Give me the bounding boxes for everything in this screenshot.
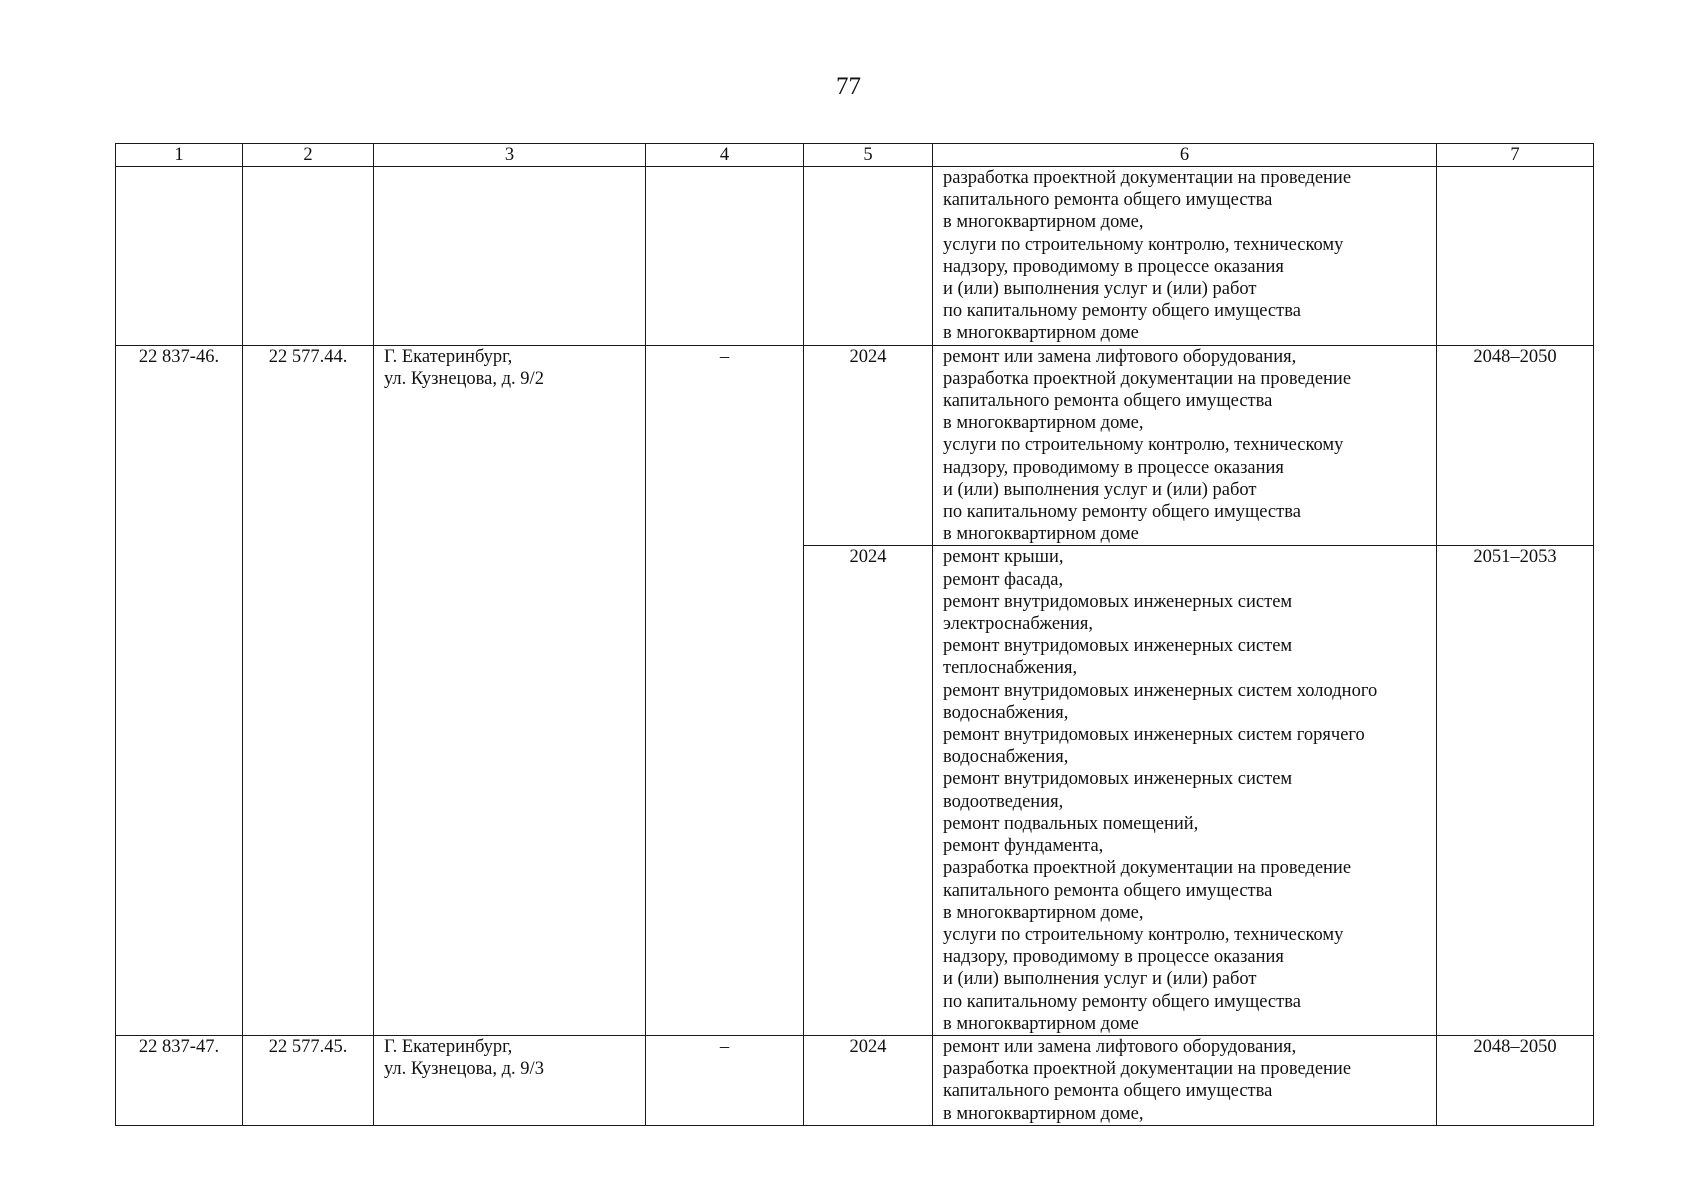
work-line: по капитальному ремонту общего имущества: [943, 502, 1301, 523]
cell-works: [933, 546, 1437, 1035]
work-line: разработка проектной документации на проведение: [943, 368, 1352, 389]
work-line: ремонт подвальных помещений,: [943, 813, 1199, 834]
cell-works: [933, 1035, 1437, 1125]
work-line: капитального ремонта общего имущества: [943, 190, 1273, 211]
cell-works: [933, 167, 1437, 346]
work-line: водоотведения,: [943, 791, 1064, 812]
work-line: по капитальному ремонту общего имущества: [943, 301, 1301, 322]
work-line: в многоквартирном доме,: [943, 902, 1144, 923]
column-header: 3: [374, 144, 646, 167]
work-line: и (или) выполнения услуг и (или) работ: [943, 969, 1257, 990]
cell-year: 2024: [804, 1035, 933, 1125]
work-line: и (или) выполнения услуг и (или) работ: [943, 279, 1257, 300]
work-line: ремонт внутридомовых инженерных систем горячего: [943, 725, 1365, 746]
works-table: [115, 143, 1594, 1126]
work-line: в многоквартирном доме,: [943, 212, 1144, 233]
cell-period: [1437, 167, 1594, 346]
address-line: ул. Кузнецова, д. 9/2: [384, 368, 544, 389]
work-line: ремонт крыши,: [943, 547, 1064, 568]
column-header: 5: [804, 144, 933, 167]
work-line: услуги по строительному контролю, техническому: [943, 234, 1344, 255]
work-line: разработка проектной документации на проведение: [943, 858, 1352, 879]
table-row: [116, 1035, 1594, 1125]
work-line: разработка проектной документации на проведение: [943, 1059, 1352, 1080]
work-line: услуги по строительному контролю, техническому: [943, 435, 1344, 456]
column-header: 7: [1437, 144, 1594, 167]
cell-number: [116, 167, 243, 346]
cell-year: 2024: [804, 345, 933, 546]
table-header-row: [116, 144, 1594, 167]
column-header: 2: [243, 144, 374, 167]
cell-address: [374, 167, 646, 346]
cell-code: [243, 167, 374, 346]
work-line: ремонт фасада,: [943, 569, 1064, 590]
column-header: 1: [116, 144, 243, 167]
column-header: 6: [933, 144, 1437, 167]
cell-period: 2048–2050: [1437, 345, 1594, 546]
work-line: ремонт фундамента,: [943, 836, 1104, 857]
cell-number: 22 837-46.: [116, 345, 243, 1035]
table-row-continued: [116, 167, 1594, 346]
work-line: в многоквартирном доме: [943, 524, 1139, 545]
address-line: Г. Екатеринбург,: [384, 1036, 513, 1057]
work-line: капитального ремонта общего имущества: [943, 1081, 1273, 1102]
work-line: водоснабжения,: [943, 702, 1069, 723]
cell-year: [804, 167, 933, 346]
work-line: электроснабжения,: [943, 614, 1094, 635]
work-line: в многоквартирном доме: [943, 323, 1139, 344]
cell-code: 22 577.45.: [243, 1035, 374, 1125]
page-number: 77: [836, 73, 861, 100]
table-row: [116, 345, 1594, 546]
cell-col4: –: [646, 345, 804, 1035]
address-line: ул. Кузнецова, д. 9/3: [384, 1059, 544, 1080]
column-header: 4: [646, 144, 804, 167]
work-line: ремонт внутридомовых инженерных систем холодного: [943, 680, 1378, 701]
work-line: водоснабжения,: [943, 747, 1069, 768]
address-line: Г. Екатеринбург,: [384, 346, 513, 367]
work-line: надзору, проводимому в процессе оказания: [943, 256, 1284, 277]
work-line: капитального ремонта общего имущества: [943, 391, 1273, 412]
work-line: надзору, проводимому в процессе оказания: [943, 947, 1284, 968]
cell-year: 2024: [804, 546, 933, 1035]
work-line: в многоквартирном доме,: [943, 413, 1144, 434]
work-line: капитального ремонта общего имущества: [943, 880, 1273, 901]
cell-col4: –: [646, 1035, 804, 1125]
work-line: ремонт внутридомовых инженерных систем: [943, 769, 1293, 790]
work-line: ремонт внутридомовых инженерных систем: [943, 636, 1293, 657]
work-line: ремонт внутридомовых инженерных систем: [943, 591, 1293, 612]
cell-col4: [646, 167, 804, 346]
cell-number: 22 837-47.: [116, 1035, 243, 1125]
work-line: надзору, проводимому в процессе оказания: [943, 457, 1284, 478]
work-line: в многоквартирном доме: [943, 1013, 1139, 1034]
cell-address: [374, 345, 646, 1035]
cell-period: 2048–2050: [1437, 1035, 1594, 1125]
work-line: ремонт или замена лифтового оборудования,: [943, 1036, 1297, 1057]
cell-address: [374, 1035, 646, 1125]
cell-code: 22 577.44.: [243, 345, 374, 1035]
work-line: в многоквартирном доме,: [943, 1103, 1144, 1124]
work-line: по капитальному ремонту общего имущества: [943, 991, 1301, 1012]
work-line: услуги по строительному контролю, техническому: [943, 924, 1344, 945]
work-line: и (или) выполнения услуг и (или) работ: [943, 479, 1257, 500]
work-line: ремонт или замена лифтового оборудования,: [943, 346, 1297, 367]
cell-works: [933, 345, 1437, 546]
work-line: теплоснабжения,: [943, 658, 1078, 679]
cell-period: 2051–2053: [1437, 546, 1594, 1035]
work-line: разработка проектной документации на проведение: [943, 168, 1352, 188]
